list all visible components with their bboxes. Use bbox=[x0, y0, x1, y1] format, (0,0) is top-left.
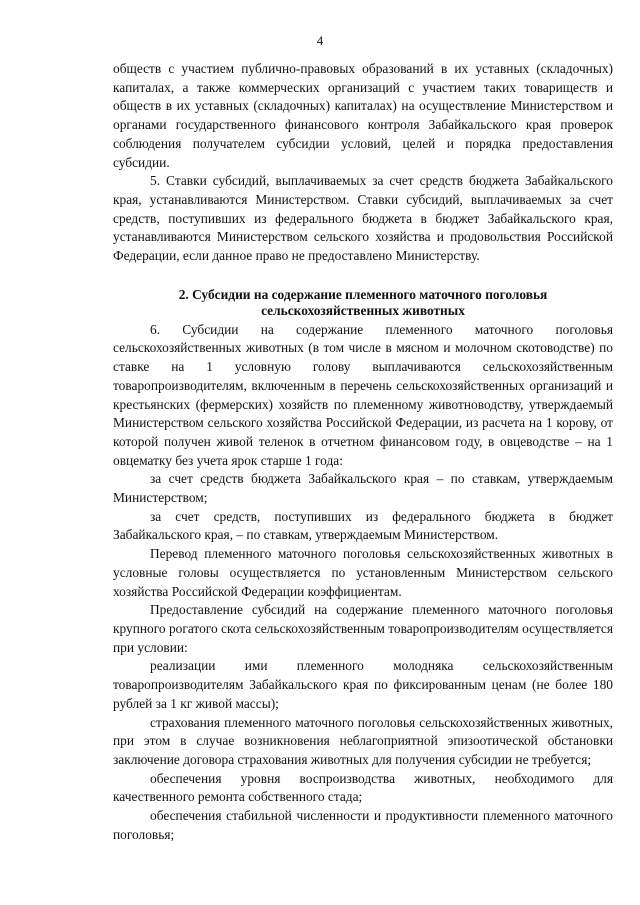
paragraph-conversion: Перевод племенного маточного поголовья сельскохозяйственных животных в условные головы осуществляется по установленным Министерством сельского хозяйства Российской Федерации коэффициентам. bbox=[113, 546, 613, 599]
paragraph-conditions-intro: Предоставление субсидий на содержание племенного маточного поголовья крупного рогатого скота сельскохозяйственным товаропроизводителям осуществляется при условии: bbox=[113, 602, 613, 655]
section-heading-2 bbox=[113, 287, 613, 320]
paragraph-5: 5. Ставки субсидий, выплачиваемых за счет средств бюджета Забайкальского края, устанавливаются Министерством. Ставки субсидий, выплачиваемых за счет средств, поступивших из федерального бюджета в бюджет Забайкальского края, устанавливаются Министерством сельского хозяйства и продовольствия Российской Федерации, если данное право не предоставлено Министерству. bbox=[113, 173, 613, 264]
paragraph-6: 6. Субсидии на содержание племенного маточного поголовья сельскохозяйственных животных (в том числе в мясном и молочном скотоводстве) по ставке на 1 условную голову выплачиваются сельскохозяйственным товаропроизводителям, включенным в перечень сельскохозяйственных организаций и крестьянских (фермерских) хозяйств по племенному животноводству, утверждаемый Министерством сельского хозяйства Российской Федерации, из расчета на 1 корову, от которой получен живой теленок в отчетном финансовом году, в овцеводстве – на 1 овцематку без учета ярок старше 1 года: bbox=[113, 321, 613, 468]
page-number: 4 bbox=[316, 33, 324, 48]
paragraph-continuation: обществ с участием публично-правовых образований в их уставных (складочных) капиталах, а также коммерческих организаций с участием таких товариществ и обществ в их уставных (складочных) капиталах) на осуществление Министерством и органами государственного финансового контроля Забайкальского края проверок соблюдения получателем субсидии условий, целей и порядка предоставления субсидии. bbox=[113, 61, 613, 170]
paragraph-condition-stability: обеспечения стабильной численности и продуктивности племенного маточного поголовья; bbox=[113, 808, 613, 842]
section-heading-line-1: 2. Субсидии на содержание племенного маточного поголовья bbox=[178, 286, 548, 302]
section-heading-line-2: сельскохозяйственных животных bbox=[261, 303, 465, 319]
document-body bbox=[113, 60, 613, 844]
paragraph-federal-budget: за счет средств, поступивших из федерального бюджета в бюджет Забайкальского края, – по ставкам, утверждаемым Министерством. bbox=[113, 508, 613, 543]
paragraph-condition-reproduction: обеспечения уровня воспроизводства животных, необходимого для качественного ремонта собственного стада; bbox=[113, 770, 613, 805]
paragraph-condition-sales: реализации ими племенного молодняка сельскохозяйственным товаропроизводителям Забайкальского края по фиксированным ценам (не более 180 рублей за 1 кг живой массы); bbox=[113, 658, 613, 711]
paragraph-condition-insurance: страхования племенного маточного поголовья сельскохозяйственных животных, при этом в случае возникновения неблагоприятной эпизоотической обстановки заключение договора страхования животных для получения субсидии не требуется; bbox=[113, 714, 613, 767]
paragraph-regional-budget: за счет средств бюджета Забайкальского края – по ставкам, утверждаемым Министерством; bbox=[113, 471, 613, 506]
